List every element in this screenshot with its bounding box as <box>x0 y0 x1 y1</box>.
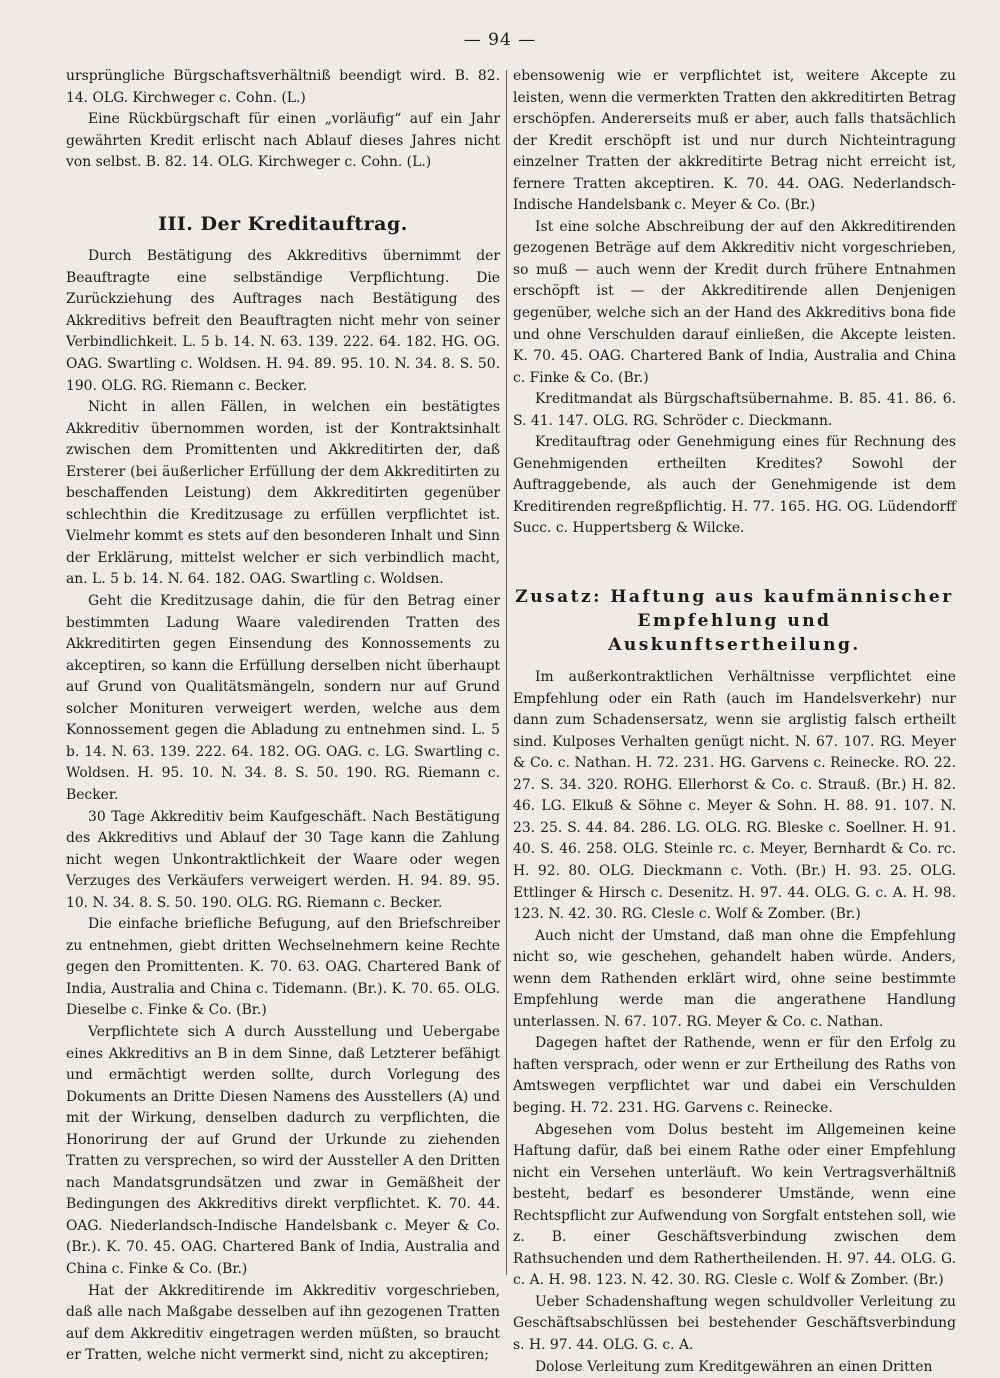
paragraph: Dagegen haftet der Rathende, wenn er für den Erfolg zu haften versprach, oder wenn er zur Ertheilung des Raths von Amtswegen verpflichtet war und dabei ein Verschulden beging. H. 72. 231. HG. Garvens c. Reinecke. <box>513 1035 956 1116</box>
supplement-heading-line: Empfehlung und Auskunftsertheilung. <box>608 611 861 656</box>
paragraph: Im außerkontraktlichen Verhältnisse verpflichtet eine Empfehlung oder ein Rath (auch im Handelsverkehr) nur dann zum Schadensersatz, wenn sie arglistig falsch ertheilt sind. Kulposes Verhalten genügt nicht. N. 67. 107. RG. Meyer & Co. c. Nathan. H. 72. 231. HG. Garvens c. Reinecke. RO. 22. 27. S. 34. 320. ROHG. Ellerhorst & Co. c. Strauß. (Br.) H. 82. 46. LG. Elkuß & Söhne c. Meyer & Sohn. H. 88. 91. 107. N. 23. 25. S. 44. 84. 286. LG. OLG. RG. Bleske c. Soellner. H. 91. 40. S. 46. 258. OLG. Steinle rc. c. Meyer, Bernhardt & Co. rc. H. 92. 80. OLG. Dieckmann c. Voth. (Br.) H. 93. 25. OLG. Ettlinger & Hirsch c. Desenitz. H. 97. 44. OLG. G. c. A. H. 98. 123. N. 42. 30. RG. Clesle c. Wolf & Zomber. (Br.) <box>513 669 956 923</box>
left-column <box>66 66 500 1367</box>
paragraph: Kreditauftrag oder Genehmigung eines für Rechnung des Genehmigenden ertheilten Kredites? Sowohl der Auftraggebende, als auch der Genehmigende ist dem Kreditirenden regreßpflichtig. H. 77. 165. HG. OG. Lüdendorff Succ. c. Huppertsberg & Wilcke. <box>513 434 956 537</box>
paragraph: Verpflichtete sich A durch Ausstellung und Uebergabe eines Akkreditivs an B in dem Sinne, daß Letzterer befähigt und ermächtigt werden sollte, durch Vorlegung des Dokuments an Dritte Diesen Namens des Ausstellers (A) und mit der Wirkung, denselben dadurch zu verpflichten, die Honorirung der auf Grund der Urkunde zu ziehenden Tratten zu versprechen, so wird der Aussteller A den Dritten nach Mandatsgrundsätzen und zwar in Gemäßheit der Bedingungen des Akkreditivs direkt verpflichtet. K. 70. 44. OAG. Niederlandsch-Indische Handelsbank c. Meyer & Co. (Br.). K. 70. 45. OAG. Chartered Bank of India, Australia and China c. Finke & Co. (Br.) <box>66 1023 500 1277</box>
paragraph: 30 Tage Akkreditiv beim Kaufgeschäft. Nach Bestätigung des Akkreditivs und Ablauf der 30 Tage kann die Zahlung nicht wegen Unkontraktlichkeit der Waare oder wegen Verzuges des Verkäufers verweigert werden. H. 94. 89. 95. 10. N. 34. 8. S. 50. 190. OLG. RG. Riemann c. Becker. <box>66 808 500 911</box>
paragraph: Kreditmandat als Bürgschaftsübernahme. B. 85. 41. 86. 6. S. 41. 147. OLG. RG. Schröder c. Dieckmann. <box>513 391 956 429</box>
page-number: — 94 — <box>463 30 537 50</box>
column-divider <box>506 70 507 1275</box>
paragraph: Nicht in allen Fällen, in welchen ein bestätigtes Akkreditiv übernommen worden, ist der Kontraktsinhalt zwischen dem Promittenten und Akkreditirten der, daß Ersterer (bei äußerlicher Erfüllung der dem Akkreditirten zu beschaffenden Leistung) dem Akkreditirten gegenüber schlechthin die Kreditzusage zu erfüllen verpflichtet ist. Vielmehr kommt es stets auf den besonderen Inhalt und Sinn der Erklärung, mittelst welcher er sich verbindlich macht, an. L. 5 b. 14. N. 64. 182. OAG. Swartling c. Woldsen. <box>66 399 500 588</box>
paragraph: Durch Bestätigung des Akkreditivs übernimmt der Beauftragte eine selbständige Verpflichtung. Die Zurückziehung des Auftrages nach Bestätigung des Akkreditivs befreit den Beauftragten nicht mehr von seiner Verbindlichkeit. L. 5 b. 14. N. 63. 139. 222. 64. 182. HG. OG. OAG. Swartling c. Woldsen. H. 94. 89. 95. 10. N. 34. 8. S. 50. 190. OLG. RG. Riemann c. Becker. <box>66 248 500 394</box>
supplement-heading <box>513 585 956 657</box>
paragraph: ursprüngliche Bürgschaftsverhältniß beendigt wird. B. 82. 14. OLG. Kirchweger c. Cohn. (L.) <box>66 68 500 106</box>
paragraph: Die einfache briefliche Befugung, auf den Briefschreiber zu entnehmen, giebt dritten Wechselnehmern keine Rechte gegen den Promittenten. K. 70. 63. OAG. Chartered Bank of India, Australia and China c. Tidemann. (Br.). K. 70. 65. OLG. Dieselbe c. Finke & Co. (Br.) <box>66 916 500 1019</box>
paragraph: Ist eine solche Abschreibung der auf den Akkreditirenden gezogenen Beträge auf dem Akkreditiv nicht vorgeschrieben, so muß — auch wenn der Kredit durch frühere Entnahmen erschöpft ist — der Akkreditirende allen Denjenigen gegenüber, welche sich an der Hand des Akkreditivs bona fide und ohne Verschulden darauf einließen, die Akcepte leisten. K. 70. 45. OAG. Chartered Bank of India, Australia and China c. Finke & Co. (Br.) <box>513 218 956 386</box>
paragraph: Abgesehen vom Dolus besteht im Allgemeinen keine Haftung dafür, daß bei einem Rathe oder einer Empfehlung nicht ein Versehen unterläuft. Wo kein Vertragsverhältniß besteht, bedarf es besonderer Umstände, wenn eine Rechtspflicht zur Aufwendung von Sorgfalt entstehen soll, wie z. B. einer Geschäftsverbindung zwischen dem Rathsuchenden und dem Rathertheilenden. H. 97. 44. OLG. G. c. A. H. 98. 123. N. 42. 30. RG. Clesle c. Wolf & Zomber. (Br.) <box>513 1121 956 1289</box>
paragraph: Dolose Verleitung zum Kreditgewähren an einen Dritten <box>535 1358 933 1375</box>
paragraph: Hat der Akkreditirende im Akkreditiv vorgeschrieben, daß alle nach Maßgabe desselben auf ihn gezogenen Tratten auf dem Akkreditiv eingetragen werden müßten, so braucht er Tratten, welche nicht vermerkt sind, nicht zu akceptiren; <box>66 1282 500 1364</box>
paragraph: Ueber Schadenshaftung wegen schuldvoller Verleitung zu Geschäftsabschlüssen bei bestehender Geschäftsverbindung s. H. 97. 44. OLG. G. c. A. <box>513 1293 956 1353</box>
section-heading: III. Der Kreditauftrag. <box>158 212 408 235</box>
paragraph: Eine Rückbürgschaft für einen „vorläufig“ auf ein Jahr gewährten Kredit erlischt nach Ablauf dieses Jahres nicht von selbst. B. 82. 14. OLG. Kirchweger c. Cohn. (L.) <box>66 111 500 171</box>
paragraph: Geht die Kreditzusage dahin, die für den Betrag einer bestimmten Ladung Waare valedirenden Tratten des Akkreditirten gegen Einsendung des Konnossements zu akceptiren, so kann die Erfüllung derselben nicht überhaupt auf Grund von Qualitätsmängeln, sondern nur auf Grund solcher Monituren verweigert werden, welche aus dem Konnossement gegen die Abladung zu entnehmen sind. L. 5 b. 14. N. 63. 139. 222. 64. 182. OG. OAG. c. LG. Swartling c. Woldsen. H. 95. 10. N. 34. 8. S. 50. 190. RG. Riemann c. Becker. <box>66 593 500 803</box>
supplement-heading-line: Zusatz: Haftung aus kaufmännischer <box>515 587 954 608</box>
right-column <box>513 66 956 1378</box>
paragraph: Auch nicht der Umstand, daß man ohne die Empfehlung nicht so, wie geschehen, gehandelt haben würde. Anders, wenn dem Rathenden erklärt wird, ohne seine bestimmte Empfehlung werde man die angerathene Handlung unterlassen. N. 67. 107. RG. Meyer & Co. c. Nathan. <box>513 927 956 1030</box>
paragraph: ebensowenig wie er verpflichtet ist, weitere Akcepte zu leisten, wenn die vermerkten Tratten den akkreditirten Betrag erschöpfen. Andererseits muß er aber, auch falls thatsächlich der Kredit erschöpft ist und nur durch Nichteintragung einzelner Tratten der akkreditirte Betrag nicht erreicht ist, fernere Tratten akceptiren. K. 70. 44. OAG. Nederlandsch-Indische Handelsbank c. Meyer & Co. (Br.) <box>513 68 956 214</box>
